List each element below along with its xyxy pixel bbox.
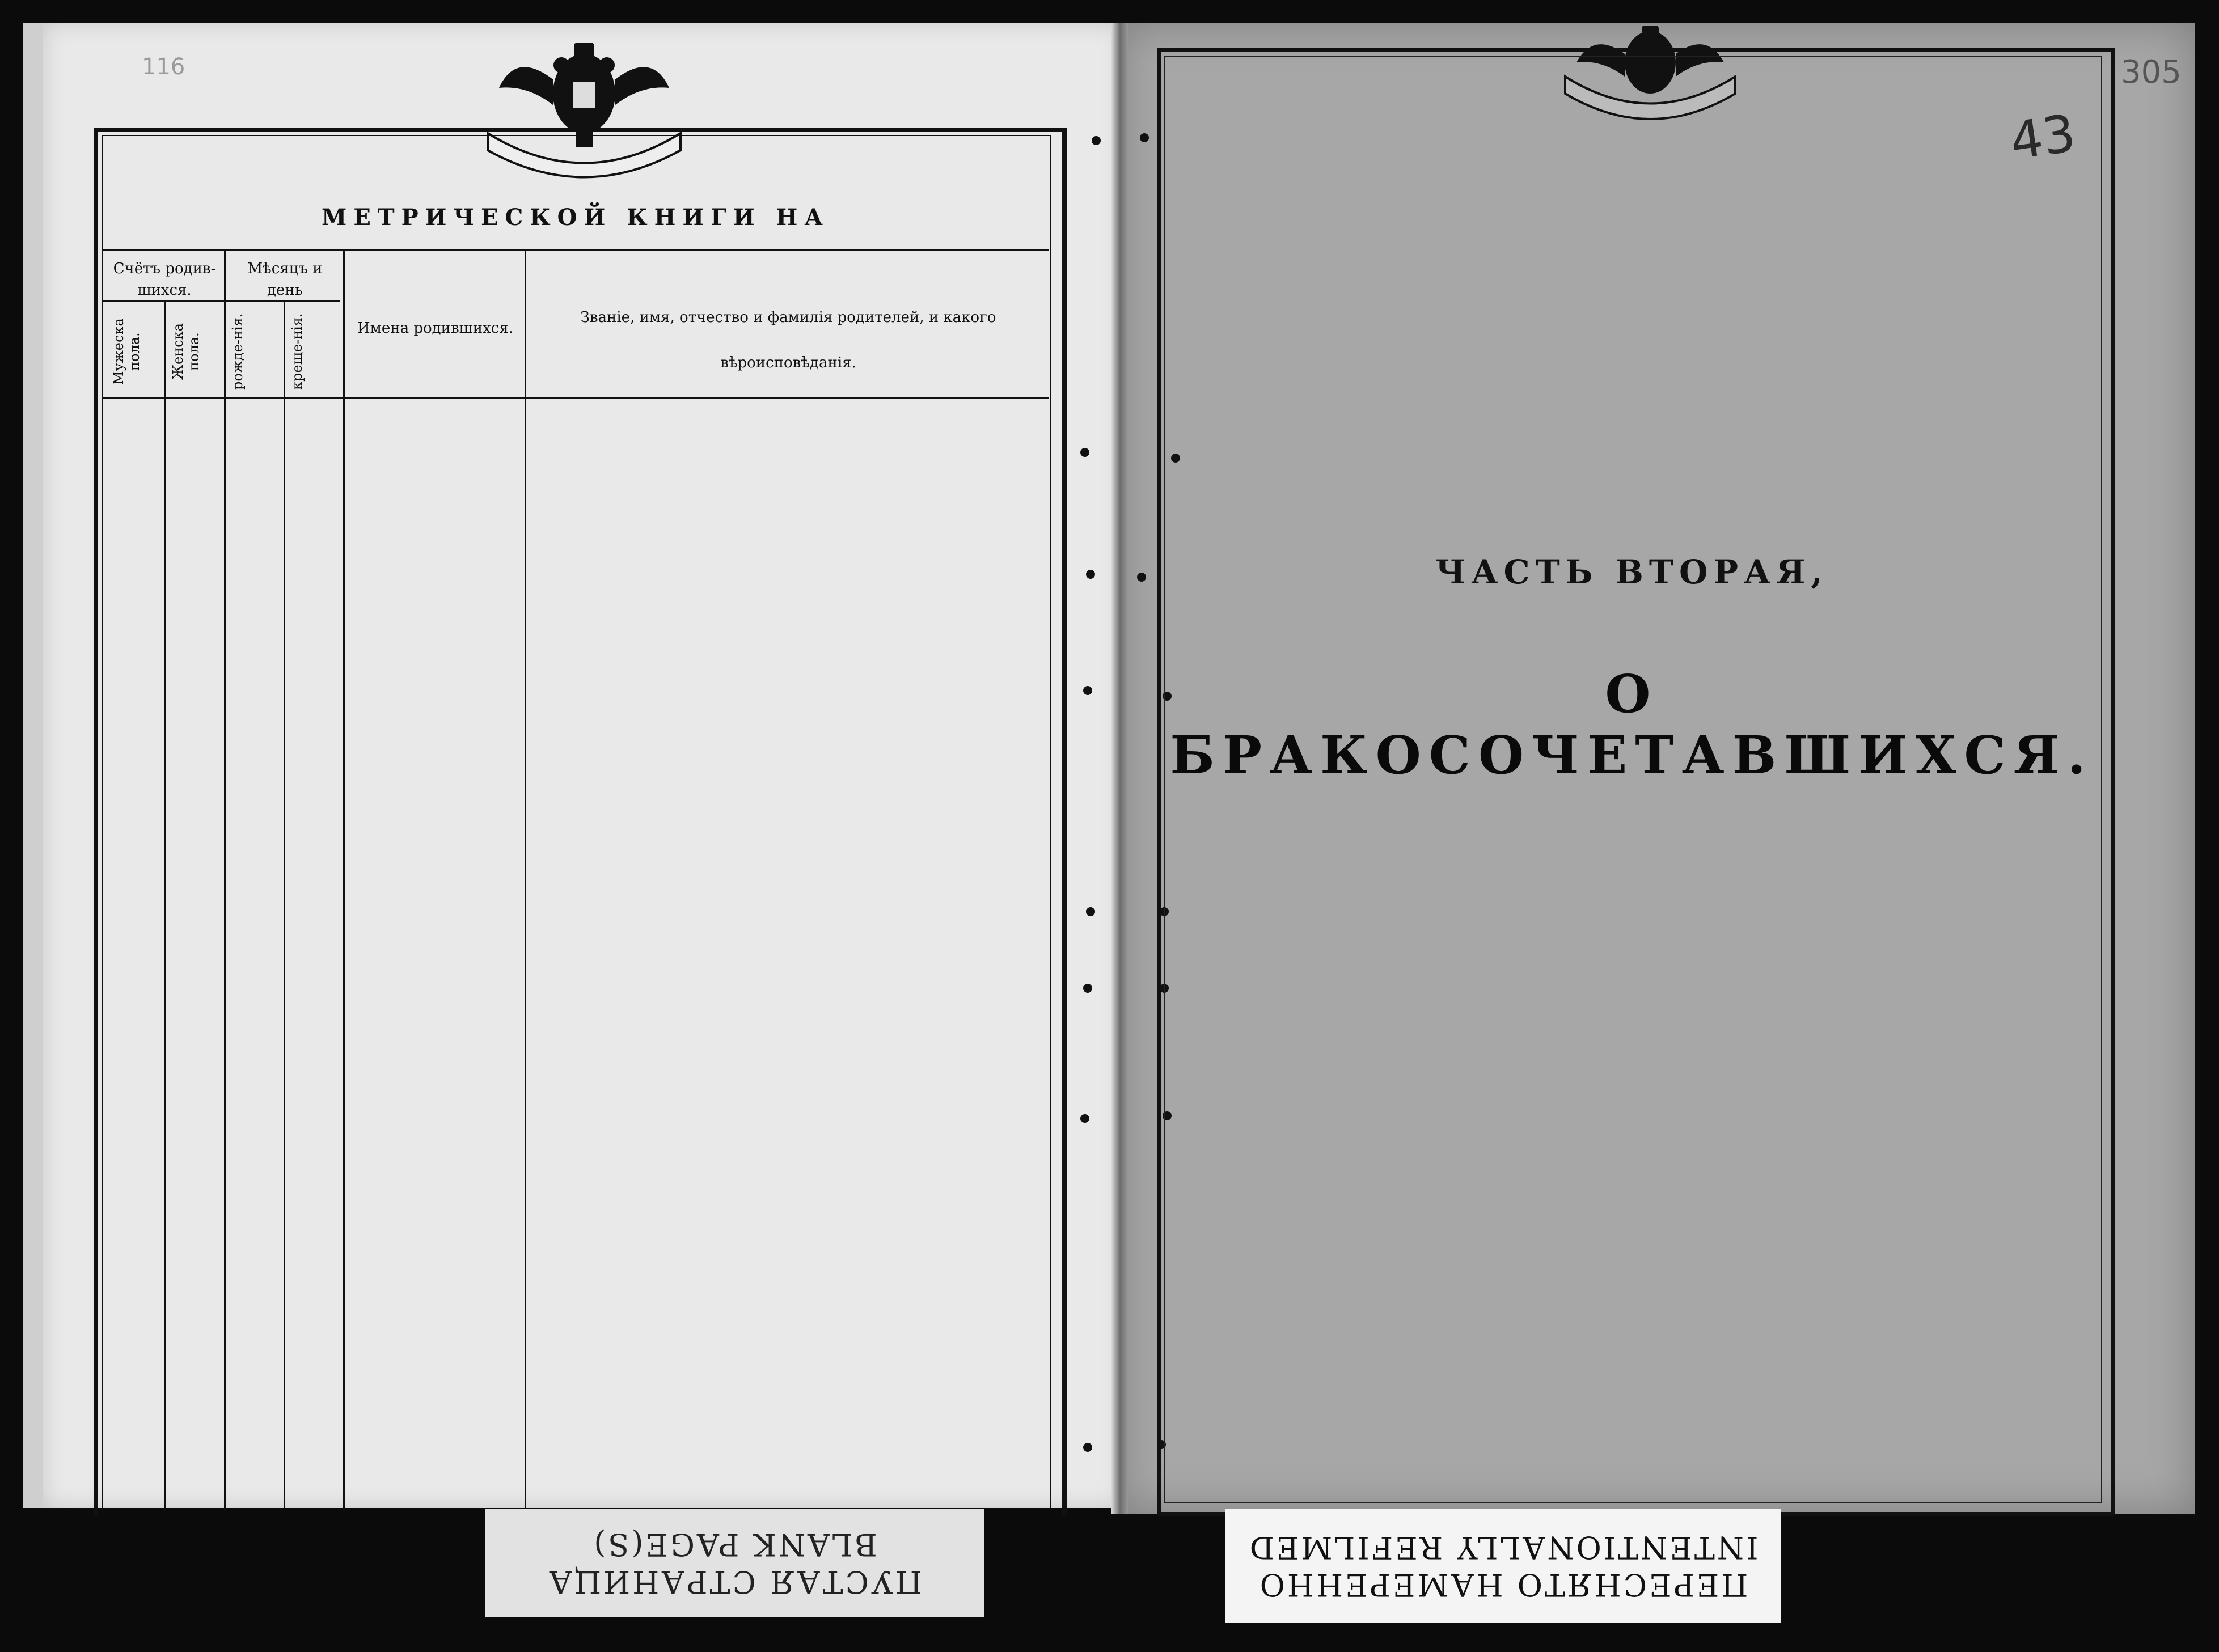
header-birth-count: Счётъ родив-шихся. bbox=[113, 260, 216, 299]
part-title: ЧАСТЬ ВТОРАЯ, bbox=[1435, 553, 1828, 591]
blank-page-label bbox=[485, 1509, 984, 1617]
header-baptism: креще-нія. bbox=[289, 313, 305, 390]
column-divider bbox=[164, 300, 166, 1511]
binding-hole bbox=[1140, 133, 1149, 142]
archive-number: 305 bbox=[2121, 54, 2182, 91]
binding-hole bbox=[1137, 573, 1146, 582]
book-gutter bbox=[1111, 23, 1128, 1514]
binding-hole bbox=[1083, 686, 1092, 695]
refilmed-label-en: INTENTIONALLY REFILMED bbox=[1247, 1530, 1759, 1565]
header-top-rule bbox=[102, 249, 1049, 251]
binding-hole bbox=[1083, 1443, 1092, 1452]
refilmed-label bbox=[1225, 1509, 1781, 1623]
header-month-day: Мѣсяцъ и день bbox=[247, 260, 323, 299]
register-table-title: МЕТРИЧЕСКОЙ КНИГИ НА bbox=[322, 204, 830, 231]
binding-hole bbox=[1080, 1114, 1089, 1123]
column-divider bbox=[224, 249, 226, 1511]
binding-hole bbox=[1080, 448, 1089, 457]
column-divider bbox=[284, 300, 285, 1511]
refilmed-label-ru: ПЕРЕСНЯТО НАМЕРЕННО bbox=[1257, 1567, 1748, 1603]
header-birth: рожде-нія. bbox=[230, 313, 246, 390]
folio-number: 43 bbox=[2006, 103, 2079, 172]
header-parents: Званіе, имя, отчество и фамилія родителей, и какого вѣроисповѣданія. bbox=[580, 309, 996, 371]
binding-hole bbox=[1086, 570, 1095, 579]
header-male: Мужеска пола. bbox=[111, 318, 142, 385]
binding-hole bbox=[1083, 984, 1092, 993]
blank-page-label-en: BLANK PAGE(S) bbox=[591, 1527, 877, 1562]
binding-hole bbox=[1086, 907, 1095, 916]
header-bottom-rule bbox=[102, 397, 1049, 399]
binding-hole bbox=[1092, 136, 1101, 145]
column-divider bbox=[525, 249, 526, 1511]
header-names: Имена родившихся. bbox=[357, 320, 514, 337]
folio-mark: 116 bbox=[142, 54, 185, 80]
left-page-edge bbox=[23, 23, 45, 1508]
column-divider bbox=[343, 249, 345, 1511]
header-female: Женска пола. bbox=[170, 323, 202, 380]
blank-page-label-ru: ПУСТАЯ СТРАНИЦА bbox=[547, 1564, 922, 1600]
section-title: О БРАКОСОЧЕТАВШИХСЯ. bbox=[1170, 663, 2094, 786]
